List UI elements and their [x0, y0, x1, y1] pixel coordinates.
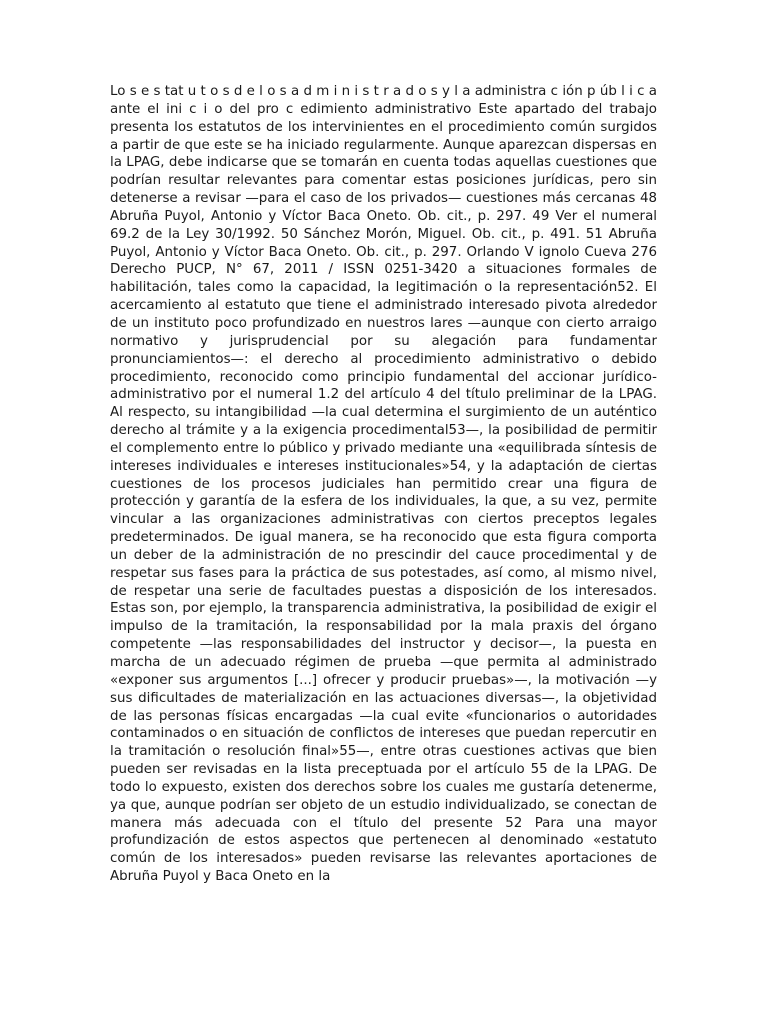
document-body-text: Lo s e s tat u t o s d e l o s a d m i n i s t r a d o s y l a administra c ión p úb l i c a ante el ini c i o del pro c edimiento administrativo Este apartado del trabajo presenta los estatutos de los intervinientes en el procedimiento común surgidos a partir de que este se ha iniciado regularmente. Aunque aparezcan dispersas en la LPAG, debe indicarse que se tomarán en cuenta todas aquellas cuestiones que podrían resultar relevantes para comentar estas posiciones jurídicas, pero sin detenerse a revisar —para el caso de los privados— cuestiones más cercanas 48 Abruña Puyol, Antonio y Víctor Baca Oneto. Ob. cit., p. 297. 49 Ver el numeral 69.2 de la Ley 30/1992. 50 Sánchez Morón, Miguel. Ob. cit., p. 491. 51 Abruña Puyol, Antonio y Víctor Baca Oneto. Ob. cit., p. 297. Orlando V ignolo Cueva 276 Derecho PUCP, N° 67, 2011 / ISSN 0251-3420 a situaciones formales de habilitación, tales como la capacidad, la legitimación o la representación52. El acercamiento al estatuto que tiene el administrado interesado pivota alrededor de un instituto poco profundizado en nuestros lares —aunque con cierto arraigo normativo y jurisprudencial por su alegación para fundamentar pronunciamientos—: el derecho al procedimiento administrativo o debido procedimiento, reconocido como principio fundamental del accionar jurídico-administrativo por el numeral 1.2 del artículo 4 del título preliminar de la LPAG. Al respecto, su intangibilidad —la cual determina el surgimiento de un auténtico derecho al trámite y a la exigencia procedimental53—, la posibilidad de permitir el complemento entre lo público y privado mediante una «equilibrada síntesis de intereses individuales e intereses institucionales»54, y la adaptación de ciertas cuestiones de los procesos judiciales han permitido crear una figura de protección y garantía de la esfera de los individuales, la que, a su vez, permite vincular a las organizaciones administrativas con ciertos preceptos legales predeterminados. De igual manera, se ha reconocido que esta figura comporta un deber de la administración de no prescindir del cauce procedimental y de respetar sus fases para la práctica de sus potestades, así como, al mismo nivel, de respetar una serie de facultades puestas a disposición de los interesados. Estas son, por ejemplo, la transparencia administrativa, la posibilidad de exigir el impulso de la tramitación, la responsabilidad por la mala praxis del órgano competente —las responsabilidades del instructor y decisor—, la puesta en marcha de un adecuado régimen de prueba —que permita al administrado «exponer sus argumentos [...] ofrecer y producir pruebas»—, la motivación —y sus dificultades de materialización en las actuaciones diversas—, la objetividad de las personas físicas encargadas —la cual evite «funcionarios o autoridades contaminados o en situación de conflictos de intereses que puedan repercutir en la tramitación o resolución final»55—, entre otras cuestiones activas que bien pueden ser revisadas en la lista preceptuada por el artículo 55 de la LPAG. De todo lo expuesto, existen dos derechos sobre los cuales me gustaría detenerme, ya que, aunque podrían ser objeto de un estudio individualizado, se conectan de manera más adecuada con el título del presente 52 Para una mayor profundización de estos aspectos que pertenecen al denominado «estatuto común de los interesados» pueden revisarse las relevantes aportaciones de Abruña Puyol y Baca Oneto en la: [110, 84, 657, 885]
